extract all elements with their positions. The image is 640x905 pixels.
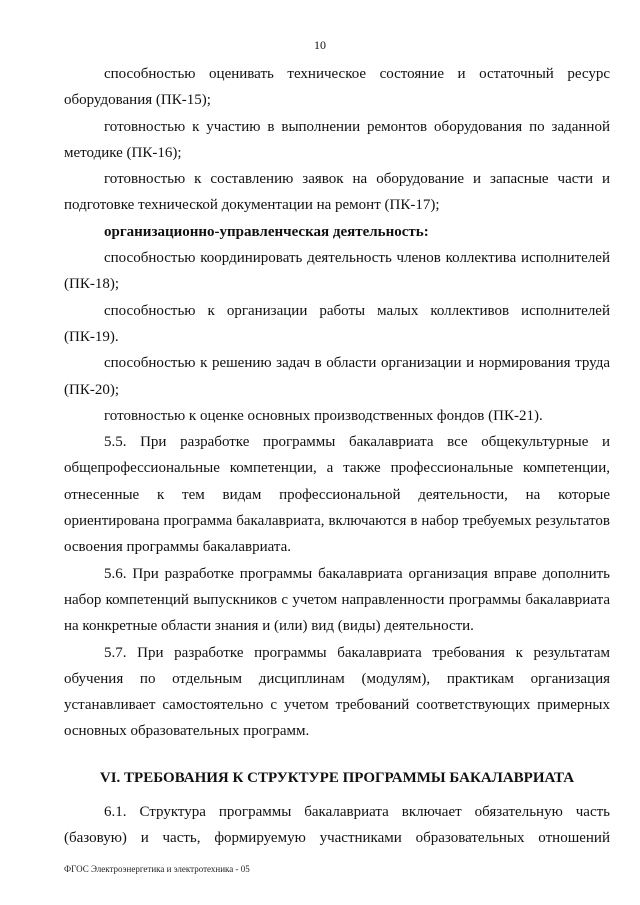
section-heading-vi: VI. ТРЕБОВАНИЯ К СТРУКТУРЕ ПРОГРАММЫ БАКАЛАВРИАТА xyxy=(99,769,575,786)
paragraph-6-1: 6.1. Структура программы бакалавриата включает обязательную часть (базовую) и часть, формируемую участниками образовательных отношений xyxy=(64,803,610,847)
paragraph-pk21: готовностью к оценке основных производственных фондов (ПК-21). xyxy=(104,407,543,424)
paragraph-5-6: 5.6. При разработке программы бакалавриата организация вправе дополнить набор компетенций выпускников с учетом направленности программы бакалавриата на конкретные области знания и (или) вид (виды) деятельности. xyxy=(64,565,610,635)
paragraph-pk18: способностью координировать деятельность членов коллектива исполнителей (ПК-18); xyxy=(64,250,610,293)
document-body xyxy=(64,61,610,851)
page-number: 10 xyxy=(314,38,326,52)
paragraph-pk17: готовностью к составлению заявок на оборудование и запасные части и подготовке технической документации на ремонт (ПК-17); xyxy=(64,171,610,214)
paragraph-pk16: готовностью к участию в выполнении ремонтов оборудования по заданной методике (ПК-16); xyxy=(64,118,610,161)
paragraph-pk20: способностью к решению задач в области организации и нормирования труда (ПК-20); xyxy=(64,355,610,398)
paragraph-pk15: способностью оценивать техническое состояние и остаточный ресурс оборудования (ПК-15); xyxy=(64,66,610,109)
paragraph-5-5: 5.5. При разработке программы бакалавриата все общекультурные и общепрофессиональные компетенции, а также профессиональные компетенции, отнесенные к тем видам профессиональной деятельности, на которые ориентирована программа бакалавриата, включаются в набор требуемых результатов освоения программы бакалавриата. xyxy=(64,434,610,556)
footer-label: ФГОС Электроэнергетика и электротехника - 05 xyxy=(64,864,250,874)
paragraph-5-7: 5.7. При разработке программы бакалавриата требования к результатам обучения по отдельным дисциплинам (модулям), практикам организация устанавливает самостоятельно с учетом требований соответствующих примерных основных образовательных программ. xyxy=(64,644,610,740)
paragraph-pk19: способностью к организации работы малых коллективов исполнителей (ПК-19). xyxy=(64,302,610,345)
subheading-organizational-activity: организационно-управленческая деятельность: xyxy=(104,223,429,240)
